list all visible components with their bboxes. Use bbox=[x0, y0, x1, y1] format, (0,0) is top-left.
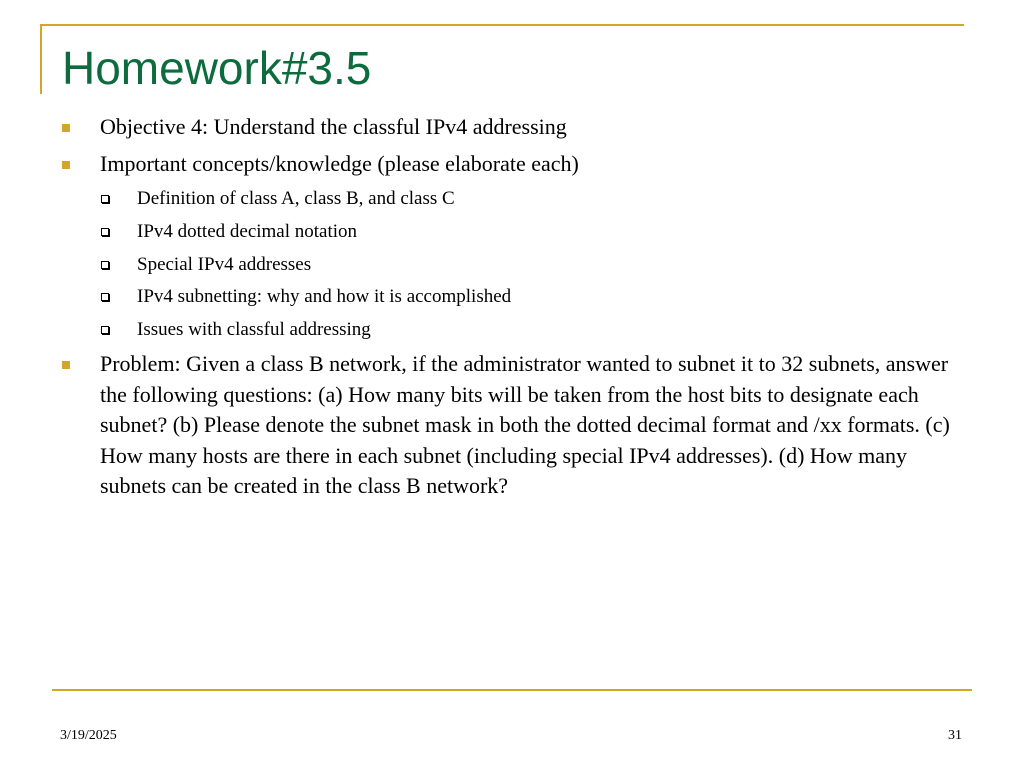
slide-number: 31 bbox=[948, 728, 962, 743]
bullet-text: Important concepts/knowledge (please elaborate each) bbox=[100, 150, 579, 176]
sub-bullet-item bbox=[60, 316, 970, 343]
hollow-square-bullet-icon bbox=[101, 228, 109, 236]
sub-bullet-text: Issues with classful addressing bbox=[137, 319, 371, 341]
sub-bullet-text: Special IPv4 addresses bbox=[137, 253, 312, 275]
sub-bullet-text: IPv4 subnetting: why and how it is accomplished bbox=[137, 286, 512, 308]
hollow-square-bullet-icon bbox=[101, 195, 109, 203]
sub-bullet-list bbox=[60, 185, 970, 343]
slide-body bbox=[60, 112, 970, 508]
hollow-square-bullet-icon bbox=[101, 261, 109, 269]
title-accent-vertical-line bbox=[40, 24, 42, 94]
sub-bullet-text: IPv4 dotted decimal notation bbox=[137, 220, 358, 242]
square-bullet-icon bbox=[62, 161, 70, 169]
bullet-text: Objective 4: Understand the classful IPv4 addressing bbox=[100, 114, 567, 139]
sub-bullet-item bbox=[60, 185, 970, 212]
hollow-square-bullet-icon bbox=[101, 326, 109, 334]
hollow-square-bullet-icon bbox=[101, 293, 109, 301]
title-accent-horizontal-line bbox=[40, 24, 964, 26]
bullet-item bbox=[60, 349, 970, 502]
slide-title: Homework#3.5 bbox=[62, 42, 372, 94]
square-bullet-icon bbox=[62, 124, 70, 132]
footer-divider-line bbox=[52, 689, 972, 691]
bullet-text: Problem: Given a class B network, if the administrator wanted to subnet it to 32 subnets, answer the following questions: (a) How many bits will be taken from the host bits to designate each subnet? (b) Please denote the subnet mask in both the dotted decimal format and /xx formats. (c) How many hosts are there in each subnet (including special IPv4 addresses). (d) How many subnets can be created in the class B network? bbox=[100, 351, 950, 499]
sub-bullet-item bbox=[60, 283, 970, 310]
bullet-item bbox=[60, 149, 970, 180]
sub-bullet-item bbox=[60, 218, 970, 245]
sub-bullet-text: Definition of class A, class B, and class C bbox=[137, 188, 455, 209]
square-bullet-icon bbox=[62, 361, 70, 369]
sub-bullet-item bbox=[60, 251, 970, 278]
footer-date: 3/19/2025 bbox=[60, 728, 117, 743]
bullet-item bbox=[60, 112, 970, 143]
